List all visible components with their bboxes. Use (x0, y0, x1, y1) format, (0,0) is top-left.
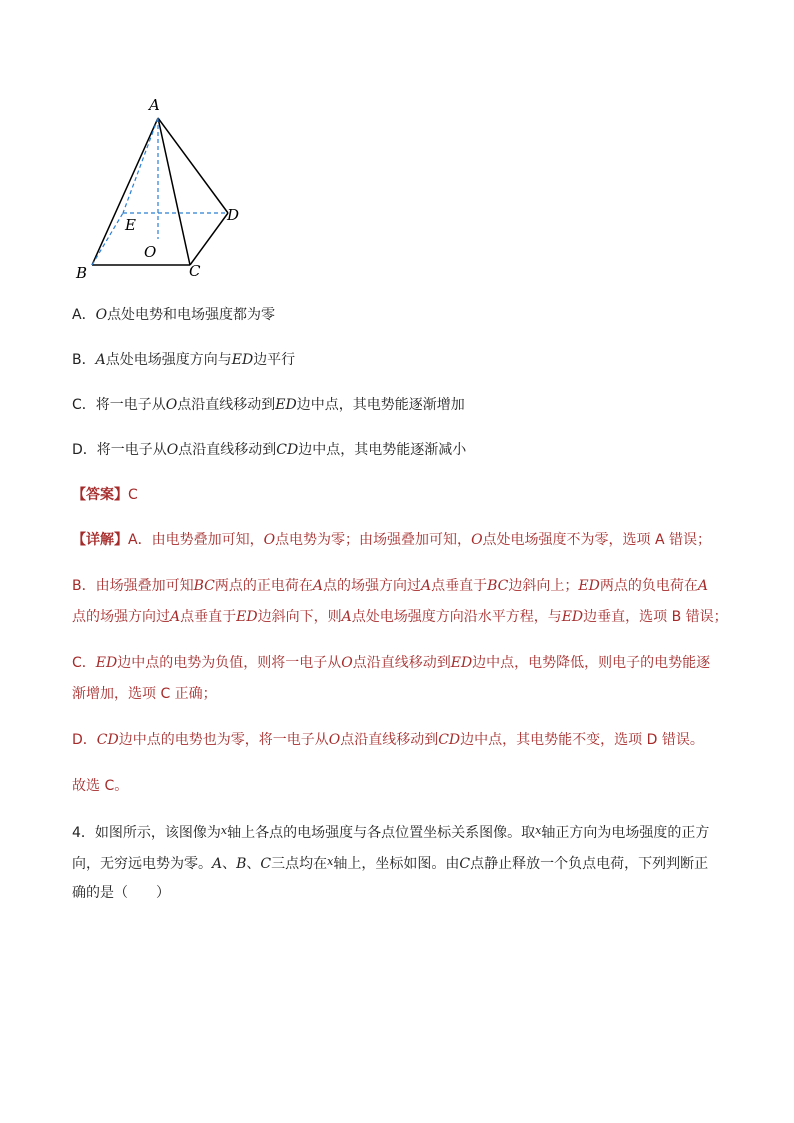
label-e: E (125, 216, 136, 234)
answer-value: C (128, 487, 138, 503)
question4-line1: 4．如图所示，该图像为$^x$轴上各点的电场强度与各点位置坐标关系图像。取$^x$轴正方向为电场强度的正方 (72, 824, 710, 841)
edge-be-dashed (92, 213, 123, 265)
answer-tag: 【答案】 (72, 487, 128, 503)
detail-tag: 【详解】 (72, 532, 128, 548)
label-o: O (144, 243, 157, 261)
option-b: B．A点处电场强度方向与ED边平行 (72, 352, 296, 368)
question4-line3: 确的是（ ） (72, 885, 170, 901)
option-a: A．O点处电势和电场强度都为零 (72, 307, 276, 323)
pyramid-figure (70, 92, 250, 282)
question4-line2: 向，无穷远电势为零。A、B、C三点均在$^x$轴上，坐标如图。由C点静止释放一个负点电荷，下列判断正 (72, 855, 709, 872)
answer-line (72, 485, 138, 505)
edge-ae-dashed (123, 118, 158, 213)
detail-b-line1: B．由场强叠加可知BC两点的正电荷在A点的场强方向过A点垂直于BC边斜向上；ED两点的负电荷在A (72, 578, 708, 594)
option-c: C．将一电子从O点沿直线移动到ED边中点，其电势能逐渐增加 (72, 397, 465, 413)
edge-cd (190, 213, 228, 265)
option-d: D．将一电子从O点沿直线移动到CD边中点，其电势能逐渐减小 (72, 442, 467, 458)
detail-c-line2: 渐增加，选项 C 正确； (72, 686, 217, 702)
detail-c-line1: C．ED边中点的电势为负值，则将一电子从O点沿直线移动到ED边中点，电势降低，则电子的电势能逐 (72, 655, 711, 671)
detail-a: 【详解】A．由电势叠加可知，O点电势为零；由场强叠加可知，O点处电场强度不为零，选项 A 错误； (72, 532, 712, 548)
detail-conclusion: 故选 C。 (72, 778, 129, 794)
detail-d: D．CD边中点的电势也为零，将一电子从O点沿直线移动到CD边中点，其电势能不变，选项 D 错误。 (72, 732, 704, 748)
label-a: A (149, 96, 160, 114)
detail-b-line2: 点的场强方向过A点垂直于ED边斜向下，则A点处电场强度方向沿水平方程，与ED边垂直，选项 B 错误； (72, 609, 728, 625)
label-d: D (227, 206, 240, 224)
label-b: B (76, 264, 88, 282)
label-c: C (189, 262, 201, 280)
